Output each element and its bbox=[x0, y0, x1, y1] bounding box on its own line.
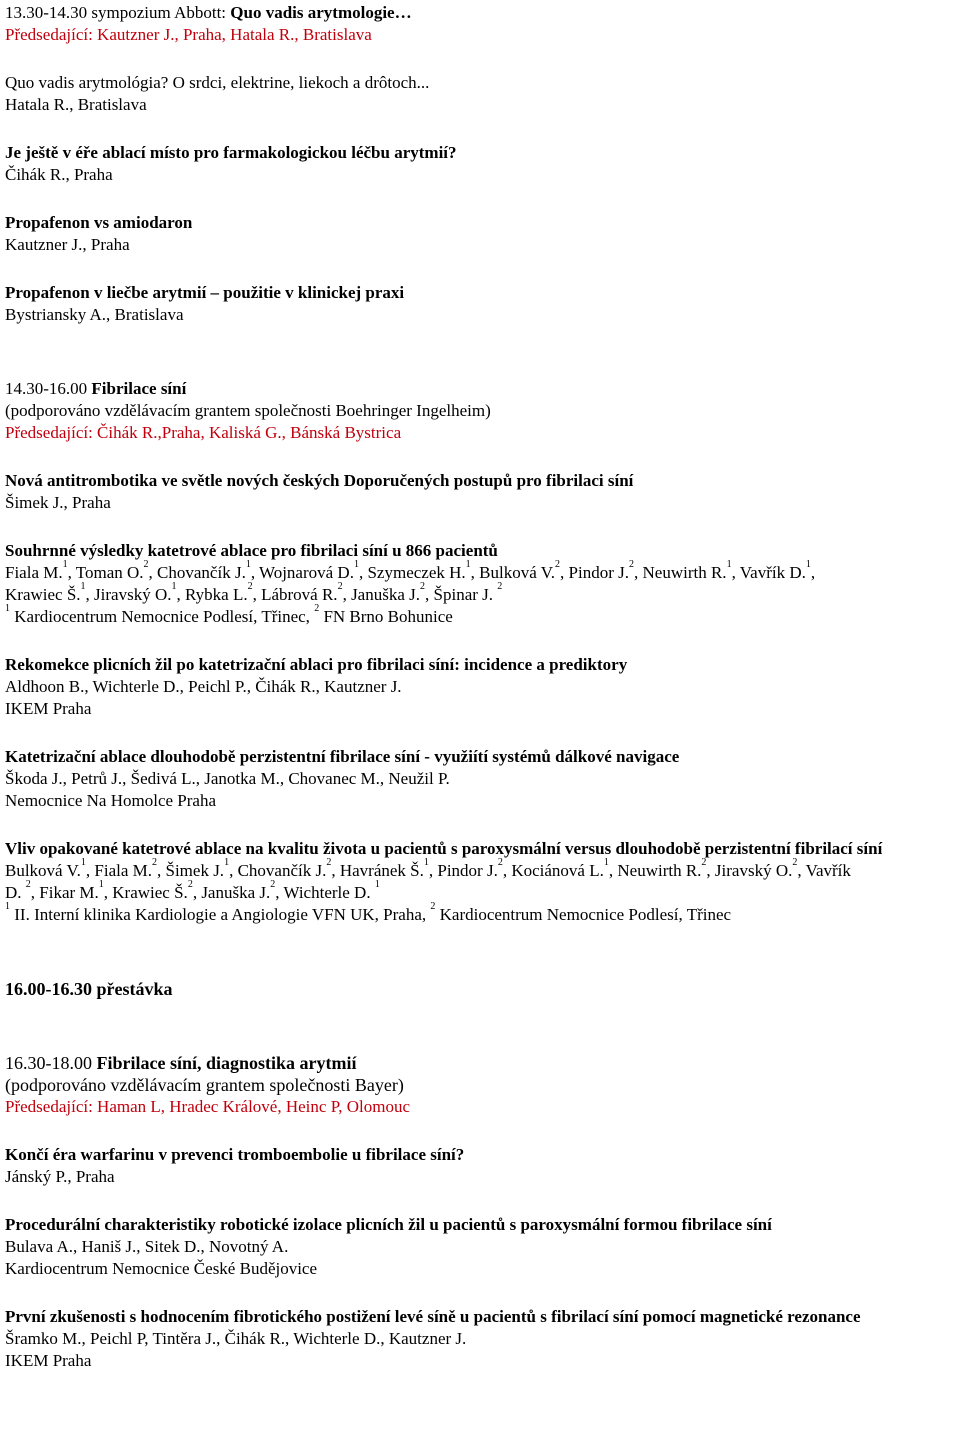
session-title: Quo vadis arytmologie… bbox=[230, 3, 412, 22]
session-heading bbox=[5, 2, 957, 24]
talk-institution: Kardiocentrum Nemocnice České Budějovice bbox=[5, 1259, 318, 1278]
talk-authors: Aldhoon B., Wichterle D., Peichl P., Čihák R., Kautzner J. bbox=[5, 677, 402, 696]
talk-title: Quo vadis arytmológia? O srdci, elektrine, liekoch a drôtoch... bbox=[5, 73, 430, 92]
session-title: Fibrilace síní bbox=[91, 379, 187, 398]
session-chairs: Předsedající: Haman L, Hradec Králové, Heinc P, Olomouc bbox=[5, 1097, 411, 1116]
talk-title: Propafenon v liečbe arytmií – použitie v klinickej praxi bbox=[5, 283, 405, 302]
session-sponsor: (podporováno vzdělávacím grantem společnosti Bayer) bbox=[5, 1075, 404, 1095]
talk-title: Katetrizační ablace dlouhodobě perzistentní fibrilace síní - využiítí systémů dálkové navigace bbox=[5, 747, 680, 766]
talk-authors: Kautzner J., Praha bbox=[5, 235, 130, 254]
talk-authors: Šramko M., Peichl P, Tintěra J., Čihák R., Wichterle D., Kautzner J. bbox=[5, 1329, 467, 1348]
talk-authors: Hatala R., Bratislava bbox=[5, 95, 147, 114]
talk-affiliations: $^1$ Kardiocentrum Nemocnice Podlesí, Třinec, $^2$ FN Brno Bohunice bbox=[5, 603, 453, 626]
session-heading bbox=[5, 1052, 957, 1074]
talk-title: Souhrnné výsledky katetrové ablace pro fibrilaci síní u 866 pacientů bbox=[5, 541, 498, 560]
session-sponsor: (podporováno vzdělávacím grantem společnosti Boehringer Ingelheim) bbox=[5, 401, 491, 420]
talk-title: Vliv opakované katetrové ablace na kvalitu života u pacientů s paroxysmální versus dlouhodobě perzistentní fibrilací síní bbox=[5, 839, 883, 858]
session-chairs: Předsedající: Kautzner J., Praha, Hatala R., Bratislava bbox=[5, 25, 372, 44]
talk-affiliations: $^1$ II. Interní klinika Kardiologie a Angiologie VFN UK, Praha, $^2$ Kardiocentrum Nemocnice Podlesí, Třinec bbox=[5, 901, 732, 924]
talk-title: První zkušenosti s hodnocením fibrotického postižení levé síně u pacientů s fibrilací síní pomocí magnetické rezonance bbox=[5, 1307, 861, 1326]
talk-authors: Čihák R., Praha bbox=[5, 165, 113, 184]
program-document bbox=[5, 2, 957, 1372]
talk-title: Propafenon vs amiodaron bbox=[5, 213, 193, 232]
session-title-prefix: sympozium Abbott: bbox=[91, 3, 227, 22]
talk-title: Končí éra warfarinu v prevenci tromboembolie u fibrilace síní? bbox=[5, 1145, 465, 1164]
session-chairs: Předsedající: Čihák R.,Praha, Kaliská G., Bánská Bystrica bbox=[5, 423, 402, 442]
talk-institution: IKEM Praha bbox=[5, 699, 92, 718]
talk-title: Je ještě v éře ablací místo pro farmakologickou léčbu arytmií? bbox=[5, 143, 457, 162]
talk-authors: Bystriansky A., Bratislava bbox=[5, 305, 184, 324]
talk-authors: Bulava A., Haniš J., Sitek D., Novotný A. bbox=[5, 1237, 289, 1256]
talk-title: Rekomekce plicních žil po katetrizační ablaci pro fibrilaci síní: incidence a prediktory bbox=[5, 655, 628, 674]
talk-authors-cont: D. $^2$, Fikar M.$^1$, Krawiec Š.$^2$, Januška J.$^2$, Wichterle D. $^1$ bbox=[5, 879, 380, 902]
talk-title: Nová antitrombotika ve světle nových českých Doporučených postupů pro fibrilaci síní bbox=[5, 471, 634, 490]
talk-authors: Fiala M.$^1$, Toman O.$^2$, Chovančík J.$^1$, Wojnarová D.$^1$, Szymeczek H.$^1$, Bulková V.$^2$, Pindor J.$^2$, Neuwirth R.$^1$, Vavřík D.$^1$, bbox=[5, 559, 816, 582]
talk-authors-cont: Krawiec Š.$^1$, Jiravský O.$^1$, Rybka L.$^2$, Lábrová R.$^2$, Januška J.$^2$, Špinar J. $^2$ bbox=[5, 581, 503, 604]
break-heading: 16.00-16.30 přestávka bbox=[5, 979, 173, 999]
talk-authors: Jánský P., Praha bbox=[5, 1167, 115, 1186]
talk-title: Procedurální charakteristiky robotické izolace plicních žil u pacientů s paroxysmální formou fibrilace síní bbox=[5, 1215, 772, 1234]
session-heading bbox=[5, 378, 957, 400]
session-title: Fibrilace síní, diagnostika arytmií bbox=[96, 1053, 357, 1073]
talk-institution: IKEM Praha bbox=[5, 1351, 92, 1370]
talk-institution: Nemocnice Na Homolce Praha bbox=[5, 791, 216, 810]
talk-authors: Bulková V.$^1$, Fiala M.$^2$, Šimek J.$^1$, Chovančík J.$^2$, Havránek Š.$^1$, Pindor J.$^2$, Kociánová L.$^1$, Neuwirth R.$^2$, Jiravský O.$^2$, Vavřík bbox=[5, 857, 851, 880]
talk-authors: Škoda J., Petrů J., Šedivá L., Janotka M., Chovanec M., Neužil P. bbox=[5, 769, 450, 788]
session-time: 14.30-16.00 bbox=[5, 379, 88, 398]
session-time: 16.30-18.00 bbox=[5, 1053, 92, 1073]
talk-authors: Šimek J., Praha bbox=[5, 493, 111, 512]
session-time: 13.30-14.30 bbox=[5, 3, 88, 22]
